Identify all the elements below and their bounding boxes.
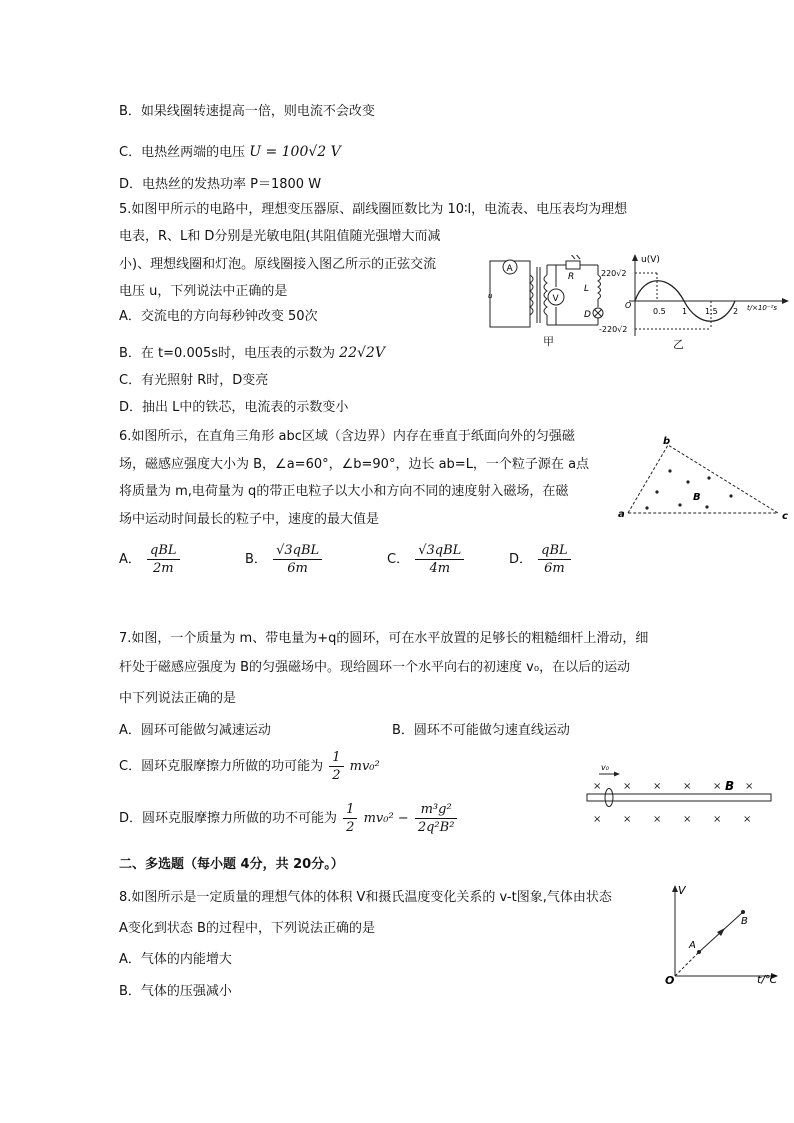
- vertex-c-label: c: [782, 511, 788, 522]
- svg-text:×: ×: [683, 781, 692, 792]
- figure-yi-label: 乙: [673, 338, 684, 351]
- q7-stem-line1: 7.如图，一个质量为 m、带电量为+q的圆环，可在水平放置的足够长的粗糙细杆上滑动，细: [119, 631, 649, 646]
- q6-stem-line2: 场，磁感应强度大小为 B，∠a=60°，∠b=90°，边长 ab=L，一个粒子源在 a点: [119, 457, 590, 472]
- svg-text:×: ×: [713, 814, 722, 825]
- q6-option-b: [245, 542, 324, 577]
- q6-option-a-fraction: [147, 542, 180, 577]
- q7-option-d-numerator-2: m³g²: [415, 801, 458, 819]
- q7-option-d-denominator-2: 2q²B²: [417, 820, 455, 835]
- q7-option-a: A．圆环可能做匀减速运动: [119, 723, 271, 738]
- q6-option-c-numerator: √3qBL: [415, 542, 464, 560]
- q8-stem-line2: A变化到状态 B的过程中，下列说法正确的是: [119, 921, 375, 936]
- q6-option-b-denominator: 6m: [287, 561, 308, 576]
- field-b-label: B: [693, 492, 701, 503]
- q6-option-a: [119, 542, 182, 577]
- q4-option-c: [119, 143, 341, 162]
- origin-label: O: [665, 974, 675, 986]
- q7-option-d-numerator: 1: [343, 801, 357, 819]
- source-u-label: u: [488, 292, 493, 300]
- sine-x-tick-2: 1.5: [705, 307, 718, 316]
- q6-option-a-denominator: 2m: [153, 561, 174, 576]
- sine-x-tick-3: 2: [733, 307, 739, 316]
- svg-text:×: ×: [653, 781, 662, 792]
- q7-stem-line2: 杆处于磁感应强度为 B的匀强磁场中。现给圆环一个水平向右的初速度 v₀，在以后的运动: [119, 660, 631, 675]
- q4-option-d: D．电热丝的发热功率 P＝1800 W: [119, 177, 322, 192]
- q8-vt-figure: [663, 882, 785, 986]
- section-2-title: 二、多选题（每小题 4分，共 20分。）: [119, 857, 344, 872]
- q7-option-b: B．圆环不可能做匀速直线运动: [392, 723, 570, 738]
- q7-option-d: [119, 801, 459, 836]
- svg-text:×: ×: [593, 781, 602, 792]
- q6-option-d-label: D．: [509, 552, 533, 567]
- q7-option-c-denominator: 2: [332, 768, 341, 783]
- q6-stem-line4: 场中运动时间最长的粒子中，速度的最大值是: [119, 512, 380, 527]
- lamp-label: D: [584, 310, 591, 320]
- q6-stem-line3: 将质量为 m,电荷量为 q的带正电粒子以大小和方向不同的速度射入磁场，在磁: [119, 484, 569, 499]
- q6-option-a-label: A．: [119, 552, 141, 567]
- sine-y-axis-label: u(V): [641, 255, 660, 265]
- svg-text:×: ×: [683, 814, 692, 825]
- q7-option-c-fraction: [329, 749, 343, 784]
- sine-x-tick-1: 1: [682, 307, 688, 316]
- q6-option-c: [387, 542, 466, 577]
- q4-option-c-text: C．电热丝两端的电压: [119, 145, 246, 160]
- q8-stem-line1: 8.如图所示是一定质量的理想气体的体积 V和摄氏温度变化关系的 v-t图象,气体由状态: [119, 890, 612, 905]
- q6-option-c-fraction: [415, 542, 464, 577]
- q7-option-d-text: D．圆环克服摩擦力所做的功不可能为: [119, 811, 338, 826]
- svg-text:×: ×: [653, 814, 662, 825]
- q7-rod-figure: [585, 760, 775, 826]
- ammeter-label: A: [506, 264, 513, 274]
- q6-stem-line1: 6.如图所示，在直角三角形 abc区域（含边界）内存在垂直于纸面向外的匀强磁: [119, 429, 575, 444]
- state-b-label: B: [741, 916, 748, 927]
- sine-y-min-label: -220√2: [599, 325, 628, 334]
- svg-text:×: ×: [713, 781, 722, 792]
- q8-option-b: B．气体的压强减小: [119, 984, 232, 999]
- q7-option-d-middle: mv₀² −: [363, 811, 409, 826]
- sine-origin-label: O: [625, 301, 632, 310]
- q4-option-c-formula: U = 100√2 V: [249, 144, 341, 160]
- q8-option-a: A．气体的内能增大: [119, 952, 232, 967]
- q6-option-b-numerator: √3qBL: [273, 542, 322, 560]
- q7-option-d-fraction-2: [415, 801, 458, 836]
- q6-option-d: [509, 542, 573, 577]
- svg-text:×: ×: [743, 814, 752, 825]
- svg-text:×: ×: [623, 814, 632, 825]
- v0-label: v₀: [601, 763, 609, 772]
- q7-option-c: [119, 749, 380, 784]
- q6-triangle-figure: [614, 435, 792, 523]
- q7-option-c-numerator: 1: [329, 749, 343, 767]
- q6-option-d-denominator: 6m: [544, 561, 565, 576]
- q7-option-d-fraction: [343, 801, 357, 836]
- vertex-b-label: b: [663, 436, 671, 447]
- q5-stem-line1: 5.如图甲所示的电路中，理想变压器原、副线圈匝数比为 10∶l，电流表、电压表均为理想: [119, 202, 628, 217]
- svg-text:×: ×: [593, 814, 602, 825]
- vertex-a-label: a: [618, 509, 625, 520]
- inductor-label: L: [584, 284, 590, 294]
- q6-option-a-numerator: qBL: [147, 542, 180, 560]
- q5-stem-line4: 电压 u，下列说法中正确的是: [119, 284, 288, 299]
- sine-x-tick-0: 0.5: [653, 307, 666, 316]
- q7-stem-line3: 中下列说法正确的是: [119, 691, 237, 706]
- q6-option-d-fraction: [538, 542, 571, 577]
- figure-jia-label: 甲: [543, 335, 554, 348]
- q5-option-b-text: B．在 t=0.005s时，电压表的示数为: [119, 346, 336, 361]
- sine-y-max-label: 220√2: [601, 269, 627, 278]
- sine-x-axis-label: t/×10⁻²s: [747, 304, 778, 312]
- q5-option-b: [119, 344, 385, 363]
- resistor-label: R: [568, 272, 575, 282]
- q6-option-b-label: B．: [245, 552, 267, 567]
- q5-option-c: C．有光照射 R时，D变亮: [119, 373, 269, 388]
- q7-option-d-denominator: 2: [346, 820, 355, 835]
- q5-stem-line3: 小)、理想线圈和灯泡。原线圈接入图乙所示的正弦交流: [119, 257, 437, 272]
- q5-option-d: D．抽出 L中的铁芯，电流表的示数变小: [119, 400, 349, 415]
- q6-option-c-denominator: 4m: [429, 561, 451, 576]
- q5-sine-figure: [597, 252, 793, 344]
- q6-option-b-fraction: [273, 542, 322, 577]
- q5-option-b-formula: 22√2V: [339, 345, 385, 361]
- state-a-label: A: [689, 940, 696, 951]
- svg-text:×: ×: [745, 781, 754, 792]
- voltmeter-label: V: [552, 294, 559, 304]
- q7-field-b-label: B: [725, 779, 735, 793]
- q6-option-c-label: C．: [387, 552, 410, 567]
- svg-text:×: ×: [623, 781, 632, 792]
- t-axis-label: t/℃: [757, 973, 778, 986]
- v-axis-label: V: [678, 884, 686, 897]
- q5-option-a: A．交流电的方向每秒钟改变 50次: [119, 309, 318, 324]
- q5-stem-line2: 电表，R、L和 D分别是光敏电阻(其阻值随光强增大而减: [119, 229, 441, 244]
- q7-option-c-tail: mv₀²: [349, 759, 380, 774]
- q4-option-b: B．如果线圈转速提高一倍，则电流不会改变: [119, 104, 375, 119]
- q7-option-c-text: C．圆环克服摩擦力所做的功可能为: [119, 759, 324, 774]
- q6-option-d-numerator: qBL: [538, 542, 571, 560]
